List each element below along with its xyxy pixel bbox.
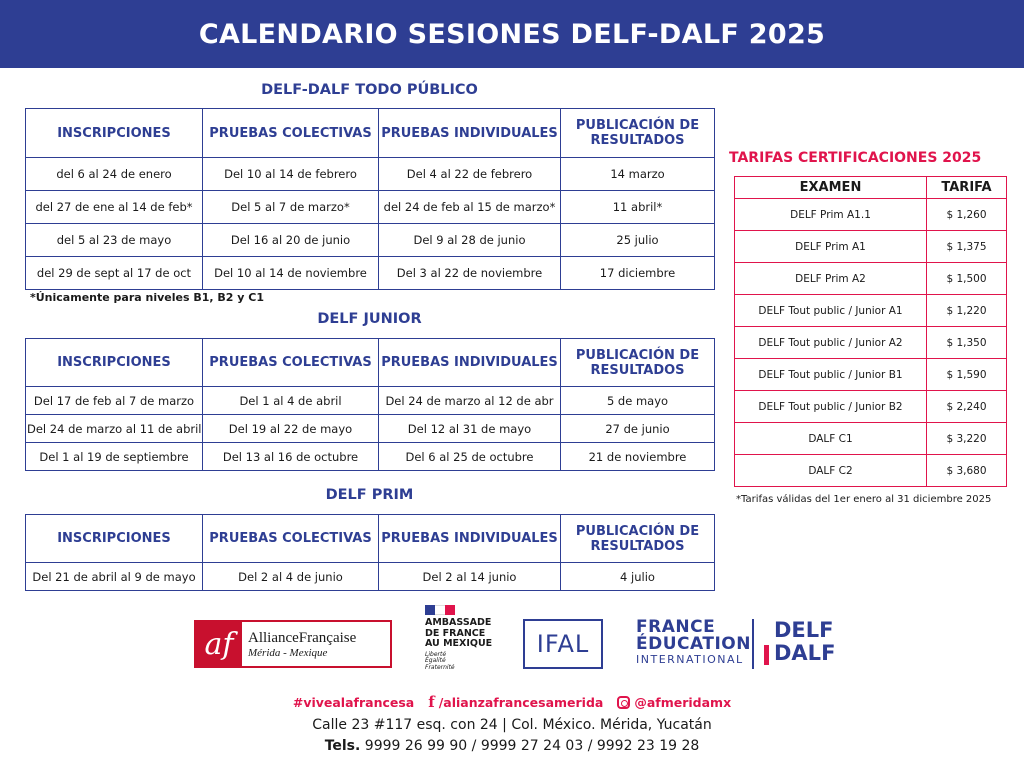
table-cell: 27 de junio bbox=[561, 415, 715, 443]
section-title-junior: DELF JUNIOR bbox=[317, 311, 422, 327]
column-header: INSCRIPCIONES bbox=[26, 339, 203, 387]
table-cell: del 5 al 23 de mayo bbox=[26, 224, 203, 257]
table-cell: Del 6 al 25 de octubre bbox=[379, 443, 561, 471]
table-cell: Del 21 de abril al 9 de mayo bbox=[26, 563, 203, 591]
dalf-text: DALF bbox=[774, 641, 836, 665]
hashtag[interactable]: #vivealafrancesa bbox=[292, 694, 415, 710]
table-cell: del 29 de sept al 17 de oct bbox=[26, 257, 203, 290]
table-cell: 21 de noviembre bbox=[561, 443, 715, 471]
table-row bbox=[26, 191, 715, 224]
page-title: CALENDARIO SESIONES DELF-DALF 2025 bbox=[198, 18, 826, 50]
footnote-niveles: *Únicamente para niveles B1, B2 y C1 bbox=[30, 291, 264, 304]
table-cell: del 6 al 24 de enero bbox=[26, 158, 203, 191]
column-header: PUBLICACIÓN DE RESULTADOS bbox=[561, 515, 715, 563]
tarifa-row bbox=[735, 391, 1007, 423]
table-cell: 4 julio bbox=[561, 563, 715, 591]
phones bbox=[0, 738, 1024, 754]
fei-line-2: ÉDUCATION bbox=[636, 634, 751, 654]
tarifa-price: $ 1,500 bbox=[927, 263, 1007, 295]
french-flag-icon bbox=[425, 605, 455, 615]
table-cell: Del 1 al 4 de abril bbox=[203, 387, 379, 415]
tarifa-exam: DELF Tout public / Junior A1 bbox=[735, 295, 927, 327]
table-row bbox=[26, 563, 715, 591]
table-cell: Del 3 al 22 de noviembre bbox=[379, 257, 561, 290]
tarifa-column-header: EXAMEN bbox=[735, 177, 927, 199]
table-cell: Del 4 al 22 de febrero bbox=[379, 158, 561, 191]
table-cell: 25 julio bbox=[561, 224, 715, 257]
delf-accent-bar bbox=[764, 645, 769, 665]
motto-liberte: Liberté bbox=[425, 650, 447, 658]
table-cell: Del 2 al 4 de junio bbox=[203, 563, 379, 591]
delf-dalf-logo bbox=[764, 618, 836, 671]
france-education-international-logo bbox=[636, 617, 751, 671]
column-header: INSCRIPCIONES bbox=[26, 515, 203, 563]
table-row bbox=[26, 257, 715, 290]
ambassade-line-3: AU MEXIQUE bbox=[425, 638, 493, 649]
table-cell: Del 5 al 7 de marzo* bbox=[203, 191, 379, 224]
column-header: PRUEBAS COLECTIVAS bbox=[203, 339, 379, 387]
ifal-logo: IFAL bbox=[523, 619, 603, 669]
tarifa-column-header: TARIFA bbox=[927, 177, 1007, 199]
ambassade-line-1: AMBASSADE bbox=[425, 617, 492, 628]
table-cell: Del 24 de marzo al 11 de abril bbox=[26, 415, 203, 443]
instagram-icon bbox=[617, 696, 630, 709]
column-header: PRUEBAS INDIVIDUALES bbox=[379, 339, 561, 387]
tarifa-exam: DELF Tout public / Junior A2 bbox=[735, 327, 927, 359]
table-cell: Del 16 al 20 de junio bbox=[203, 224, 379, 257]
table-cell: 11 abril* bbox=[561, 191, 715, 224]
table-cell: Del 1 al 19 de septiembre bbox=[26, 443, 203, 471]
tarifa-price: $ 1,220 bbox=[927, 295, 1007, 327]
tarifa-row bbox=[735, 263, 1007, 295]
table-cell: Del 2 al 14 junio bbox=[379, 563, 561, 591]
tarifa-price: $ 1,260 bbox=[927, 199, 1007, 231]
tarifa-price: $ 3,680 bbox=[927, 455, 1007, 487]
tarifa-price: $ 2,240 bbox=[927, 391, 1007, 423]
fei-line-3: INTERNATIONAL bbox=[636, 653, 744, 666]
fei-line-1: FRANCE bbox=[636, 617, 716, 637]
table-cell: Del 17 de feb al 7 de marzo bbox=[26, 387, 203, 415]
table-cell: Del 12 al 31 de mayo bbox=[379, 415, 561, 443]
table-cell: Del 19 al 22 de mayo bbox=[203, 415, 379, 443]
column-header: PUBLICACIÓN DE RESULTADOS bbox=[561, 109, 715, 158]
tarifa-price: $ 1,350 bbox=[927, 327, 1007, 359]
table-cell: 14 marzo bbox=[561, 158, 715, 191]
table-cell: 17 diciembre bbox=[561, 257, 715, 290]
table-cell: 5 de mayo bbox=[561, 387, 715, 415]
table-row bbox=[26, 387, 715, 415]
table-cell: Del 10 al 14 de febrero bbox=[203, 158, 379, 191]
section-title-prim: DELF PRIM bbox=[325, 487, 414, 503]
tarifa-row bbox=[735, 231, 1007, 263]
table-row bbox=[26, 158, 715, 191]
tarifa-row bbox=[735, 199, 1007, 231]
column-header: PRUEBAS INDIVIDUALES bbox=[379, 515, 561, 563]
tarifa-price: $ 1,375 bbox=[927, 231, 1007, 263]
phones-label: Tels. bbox=[324, 738, 361, 754]
table-row bbox=[26, 443, 715, 471]
table-cell: Del 24 de marzo al 12 de abr bbox=[379, 387, 561, 415]
af-name: AllianceFrançaise bbox=[248, 629, 357, 646]
tarifa-exam: DALF C2 bbox=[735, 455, 927, 487]
tarifas-table bbox=[734, 176, 1007, 487]
schedule-table-prim bbox=[25, 514, 715, 591]
table-row bbox=[26, 224, 715, 257]
alliance-francaise-logo bbox=[194, 620, 392, 668]
delf-text: DELF bbox=[774, 618, 834, 642]
tarifas-note: *Tarifas válidas del 1er enero al 31 diciembre 2025 bbox=[736, 494, 992, 505]
af-mark: af bbox=[196, 622, 242, 666]
schedule-table-todo-publico bbox=[25, 108, 715, 290]
table-cell: del 27 de ene al 14 de feb* bbox=[26, 191, 203, 224]
table-row bbox=[26, 415, 715, 443]
header-bar bbox=[0, 0, 1024, 68]
schedule-table-junior bbox=[25, 338, 715, 471]
facebook-icon: f bbox=[428, 693, 435, 711]
tarifa-row bbox=[735, 359, 1007, 391]
instagram-link[interactable]: @afmeridamx bbox=[617, 695, 731, 710]
tarifa-exam: DELF Tout public / Junior B2 bbox=[735, 391, 927, 423]
facebook-link[interactable]: f /alianzafrancesamerida bbox=[428, 693, 604, 711]
af-subtitle: Mérida - Mexique bbox=[248, 646, 328, 659]
ambassade-logo bbox=[425, 605, 505, 673]
tarifa-exam: DELF Prim A1 bbox=[735, 231, 927, 263]
tarifa-row bbox=[735, 423, 1007, 455]
table-cell: Del 10 al 14 de noviembre bbox=[203, 257, 379, 290]
tarifa-exam: DELF Tout public / Junior B1 bbox=[735, 359, 927, 391]
tarifa-exam: DELF Prim A1.1 bbox=[735, 199, 927, 231]
column-header: PRUEBAS COLECTIVAS bbox=[203, 109, 379, 158]
table-cell: Del 13 al 16 de octubre bbox=[203, 443, 379, 471]
logo-separator bbox=[752, 619, 754, 669]
address: Calle 23 #117 esq. con 24 | Col. México. Mérida, Yucatán bbox=[312, 717, 712, 733]
tarifa-row bbox=[735, 295, 1007, 327]
phones-numbers: 9999 26 99 90 / 9999 27 24 03 / 9992 23 19 28 bbox=[364, 738, 700, 754]
tarifa-price: $ 3,220 bbox=[927, 423, 1007, 455]
ambassade-line-2: DE FRANCE bbox=[425, 627, 486, 639]
table-cell: Del 9 al 28 de junio bbox=[379, 224, 561, 257]
table-cell: del 24 de feb al 15 de marzo* bbox=[379, 191, 561, 224]
column-header: PRUEBAS COLECTIVAS bbox=[203, 515, 379, 563]
motto-egalite: Égalité bbox=[425, 657, 446, 664]
column-header: PRUEBAS INDIVIDUALES bbox=[379, 109, 561, 158]
tarifa-exam: DELF Prim A2 bbox=[735, 263, 927, 295]
tarifa-row bbox=[735, 327, 1007, 359]
motto-fraternite: Fraternité bbox=[425, 663, 455, 671]
tarifas-title: TARIFAS CERTIFICACIONES 2025 bbox=[729, 150, 982, 166]
tarifa-exam: DALF C1 bbox=[735, 423, 927, 455]
tarifa-row bbox=[735, 455, 1007, 487]
column-header: PUBLICACIÓN DE RESULTADOS bbox=[561, 339, 715, 387]
tarifa-price: $ 1,590 bbox=[927, 359, 1007, 391]
section-title-todo-publico: DELF-DALF TODO PÚBLICO bbox=[261, 82, 478, 98]
column-header: INSCRIPCIONES bbox=[26, 109, 203, 158]
social-links bbox=[0, 693, 1024, 711]
